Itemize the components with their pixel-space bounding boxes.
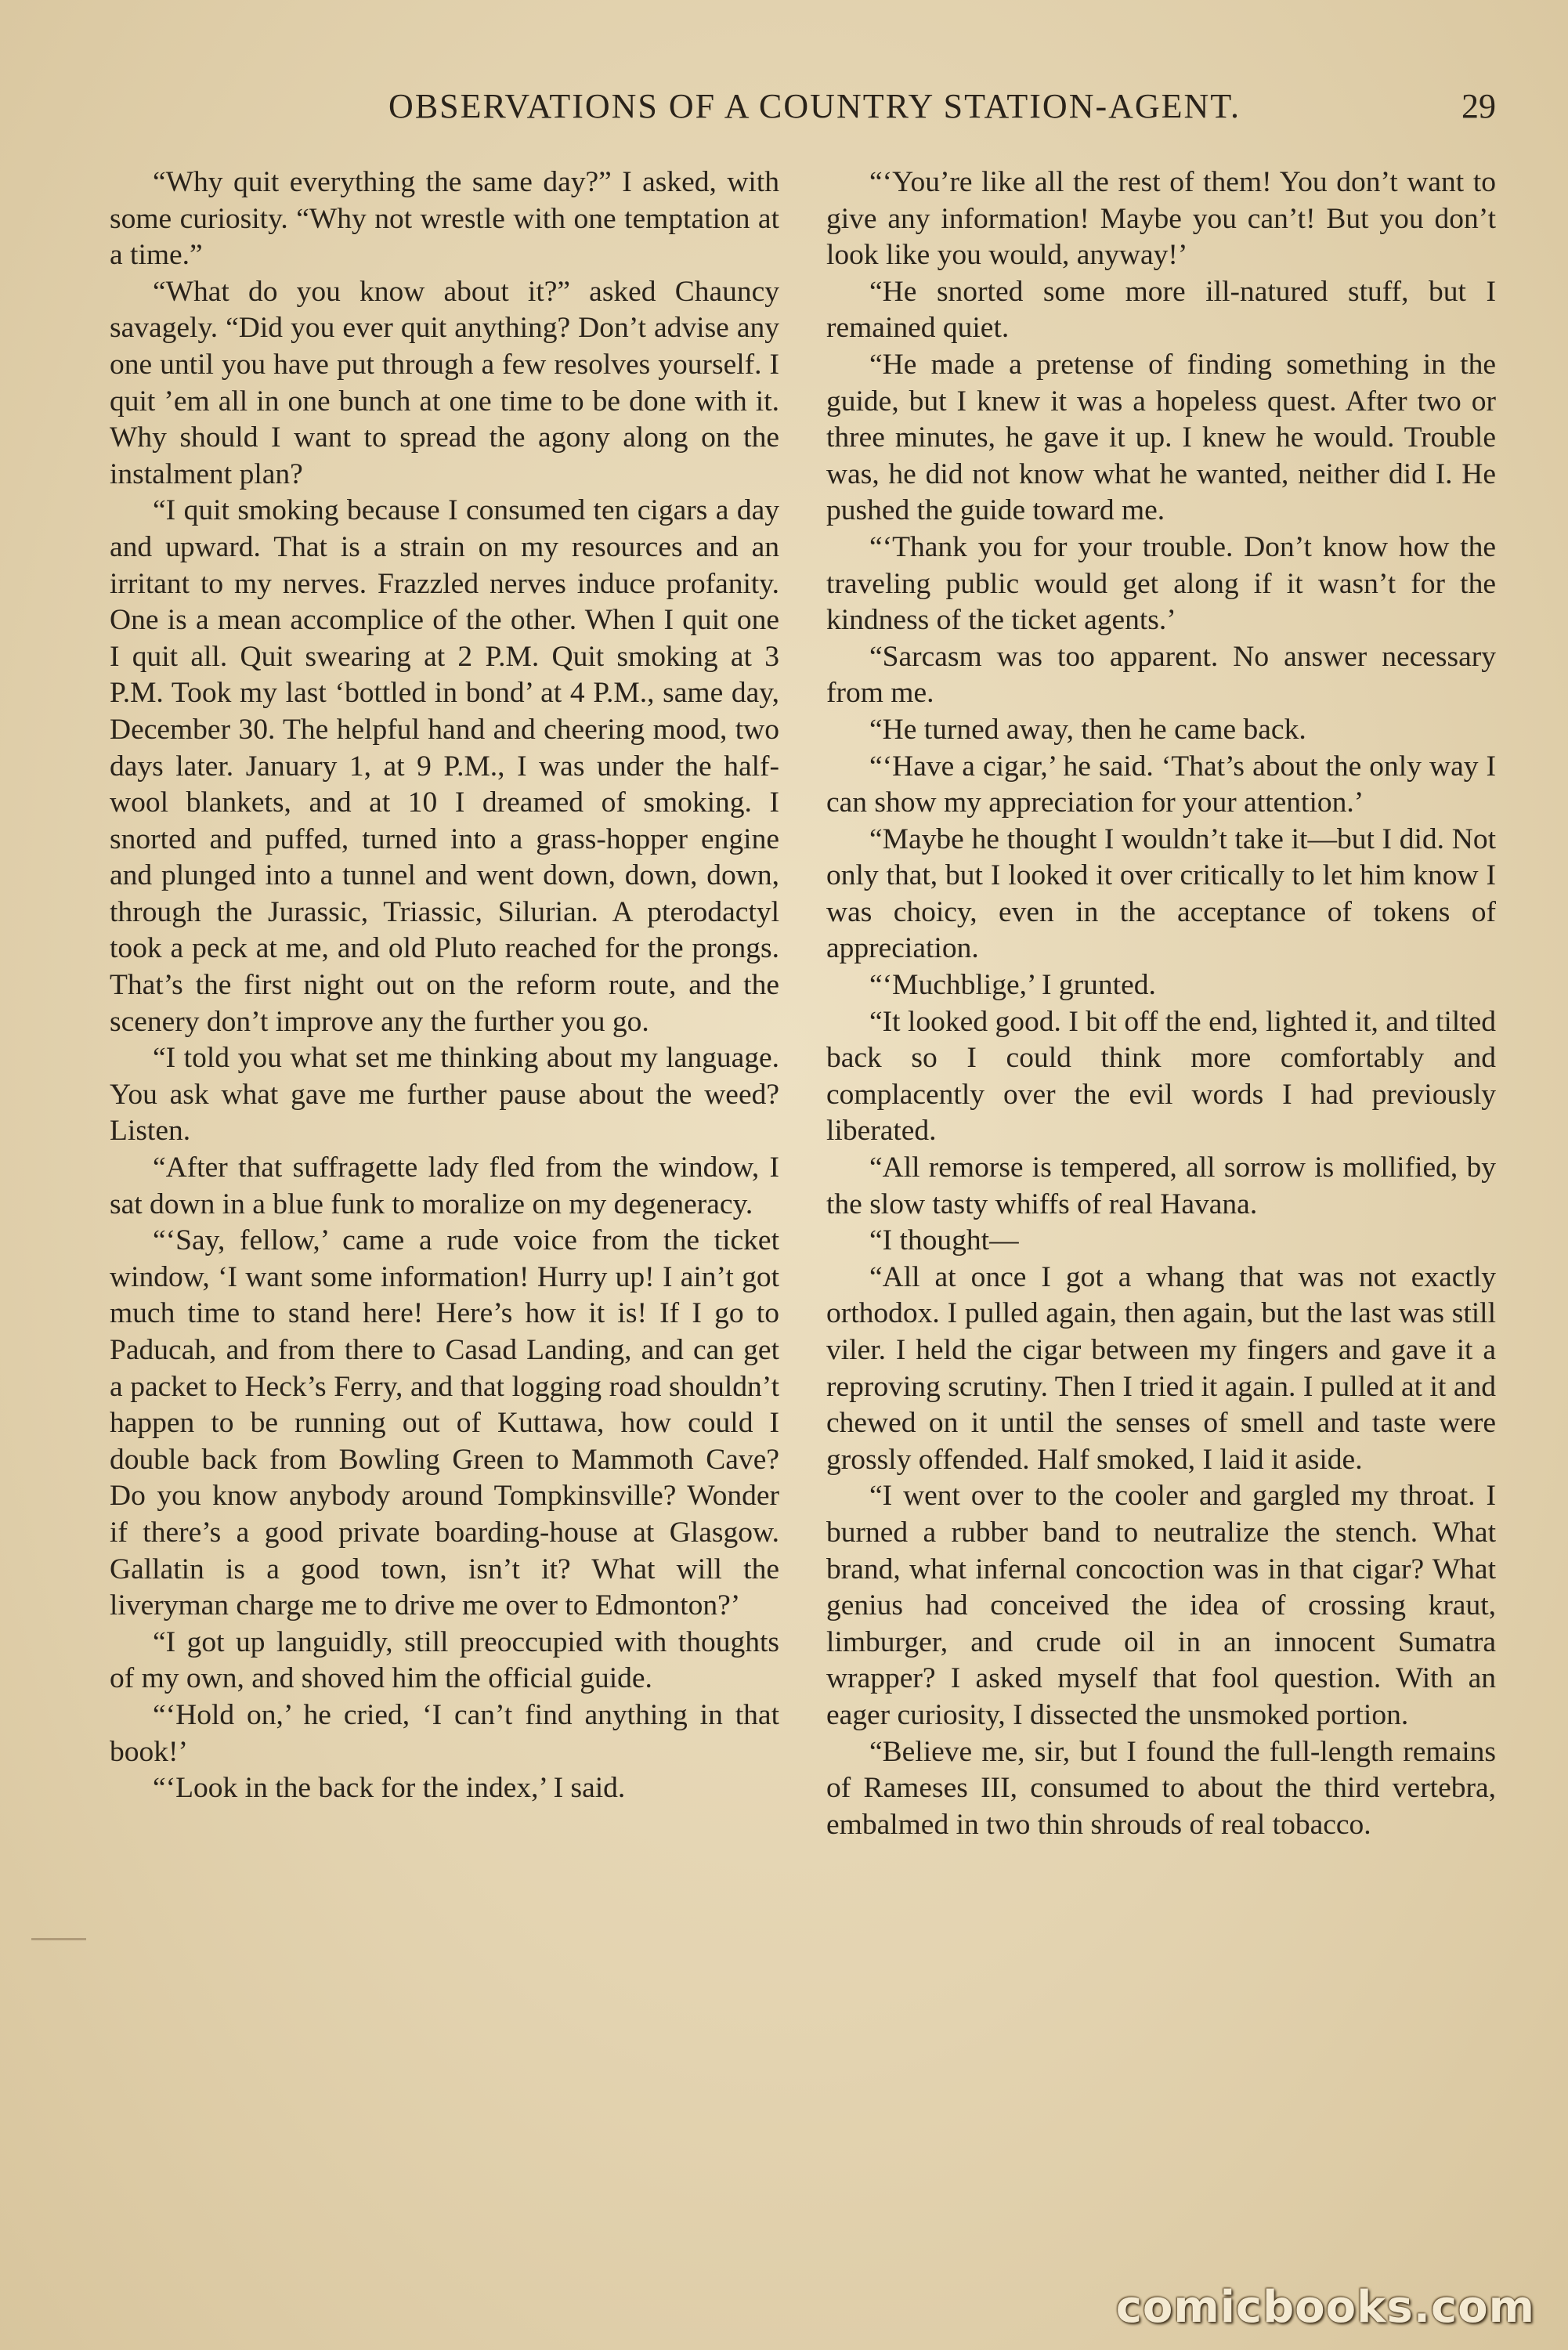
paragraph: “‘Hold on,’ he cried, ‘I can’t find anything in that book!’ <box>110 1698 779 1768</box>
paragraph: “I got up languidly, still preoccupied with thoughts of my own, and shoved him the official guide. <box>110 1625 779 1695</box>
paragraph: “It looked good. I bit off the end, lighted it, and tilted back so I could think more comfortably and complacently over the evil words I had previously liberated. <box>826 1005 1496 1148</box>
paragraph: “What do you know about it?” asked Chauncy savagely. “Did you ever quit anything? Don’t advise any one until you have put through a few resolves yourself. I quit ’em all in one bunch at one time to be done with it. Why should I want to spread the agony along on the instalment plan? <box>110 275 779 490</box>
page-number: 29 <box>1461 87 1496 125</box>
page-header <box>110 75 1496 138</box>
paragraph: “‘Muchblige,’ I grunted. <box>869 969 1156 1002</box>
paragraph: “I told you what set me thinking about my language. You ask what gave me further pause about the weed? Listen. <box>110 1042 779 1148</box>
paragraph: “All at once I got a whang that was not exactly orthodox. I pulled again, then again, but the last was still viler. I held the cigar between my fingers and gave it a reproving scrutiny. Then I tried it again. I pulled at it and chewed on it until the senses of smell and taste were grossly offended. Half smoked, I laid it aside. <box>826 1260 1496 1476</box>
paragraph: “I thought— <box>869 1224 1019 1257</box>
paragraph: “He turned away, then he came back. <box>869 713 1306 746</box>
site-watermark: comicbooks.com <box>1115 2282 1535 2333</box>
paragraph: “‘Thank you for your trouble. Don’t know how the traveling public would get along if it wasn’t for the kindness of the ticket agents.’ <box>826 530 1496 637</box>
paragraph: “‘You’re like all the rest of them! You don’t want to give any information! Maybe you can’t! But you don’t look like you would, anyway!’ <box>826 166 1496 272</box>
paragraph: “‘Look in the back for the index,’ I said. <box>153 1772 626 1805</box>
paragraph: “Why quit everything the same day?” I asked, with some curiosity. “Why not wrestle with one temptation at a time.” <box>110 166 779 272</box>
paragraph: “He made a pretense of finding something in the guide, but I knew it was a hopeless quest. After two or three minutes, he gave it up. I knew he would. Trouble was, he did not know what he wanted, neither did I. He pushed the guide toward me. <box>826 348 1496 527</box>
paragraph: “I went over to the cooler and gargled my throat. I burned a rubber band to neutralize the stench. What brand, what infernal concoction was in that cigar? What genius had conceived the idea of crossing kraut, limburger, and crude oil in an innocent Sumatra wrapper? I asked myself that fool question. With an eager curiosity, I dissected the unsmoked portion. <box>826 1480 1496 1731</box>
paragraph: “Believe me, sir, but I found the full-length remains of Rameses III, consumed to about the third vertebra, embalmed in two thin shrouds of real tobacco. <box>826 1735 1496 1841</box>
paragraph: “Sarcasm was too apparent. No answer necessary from me. <box>826 640 1496 710</box>
right-column <box>826 164 1496 1843</box>
paragraph: “‘Say, fellow,’ came a rude voice from the ticket window, ‘I want some information! Hurry up! I ain’t got much time to stand here! Here’s how it is! If I go to Paducah, and from there to Casad Landing, and can get a packet to Heck’s Ferry, and that logging road shouldn’t happen to be running out of Kuttawa, how could I double back from Bowling Green to Mammoth Cave? Do you know anybody around Tompkinsville? Wonder if there’s a good private boarding-house at Glasgow. Gallatin is a good town, isn’t it? What will the liveryman charge me to drive me over to Edmonton?’ <box>110 1224 779 1622</box>
paragraph: “Maybe he thought I wouldn’t take it—but I did. Not only that, but I looked it over critically to let him know I was choicy, even in the acceptance of tokens of appreciation. <box>826 822 1496 965</box>
left-column <box>110 164 779 1807</box>
paragraph: “He snorted some more ill-natured stuff, but I remained quiet. <box>826 275 1496 345</box>
paragraph: “All remorse is tempered, all sorrow is mollified, by the slow tasty whiffs of real Havana. <box>826 1152 1496 1220</box>
running-head-title: OBSERVATIONS OF A COUNTRY STATION-AGENT. <box>388 87 1241 125</box>
paragraph: “‘Have a cigar,’ he said. ‘That’s about the only way I can show my appreciation for your attention.’ <box>826 750 1496 819</box>
margin-pencil-mark <box>31 1938 86 1940</box>
paragraph: “I quit smoking because I consumed ten cigars a day and upward. That is a strain on my resources and an irritant to my nerves. Frazzled nerves induce profanity. One is a mean accomplice of the other. When I quit one I quit all. Quit swearing at 2 P.M. Quit smoking at 3 P.M. Took my last ‘bottled in bond’ at 4 P.M., same day, December 30. The helpful hand and cheering mood, two days later. January 1, at 9 P.M., I was under the half-wool blankets, and at 10 I dreamed of smoking. I snorted and puffed, turned into a grass-hopper engine and plunged into a tunnel and went down, down, down, through the Jurassic, Triassic, Silurian. A pterodactyl took a peck at me, and old Pluto reached for the prongs. That’s the first night out on the reform route, and the scenery don’t improve any the further you go. <box>110 494 779 1038</box>
paragraph: “After that suffragette lady fled from the window, I sat down in a blue funk to moralize on my degeneracy. <box>110 1152 779 1220</box>
